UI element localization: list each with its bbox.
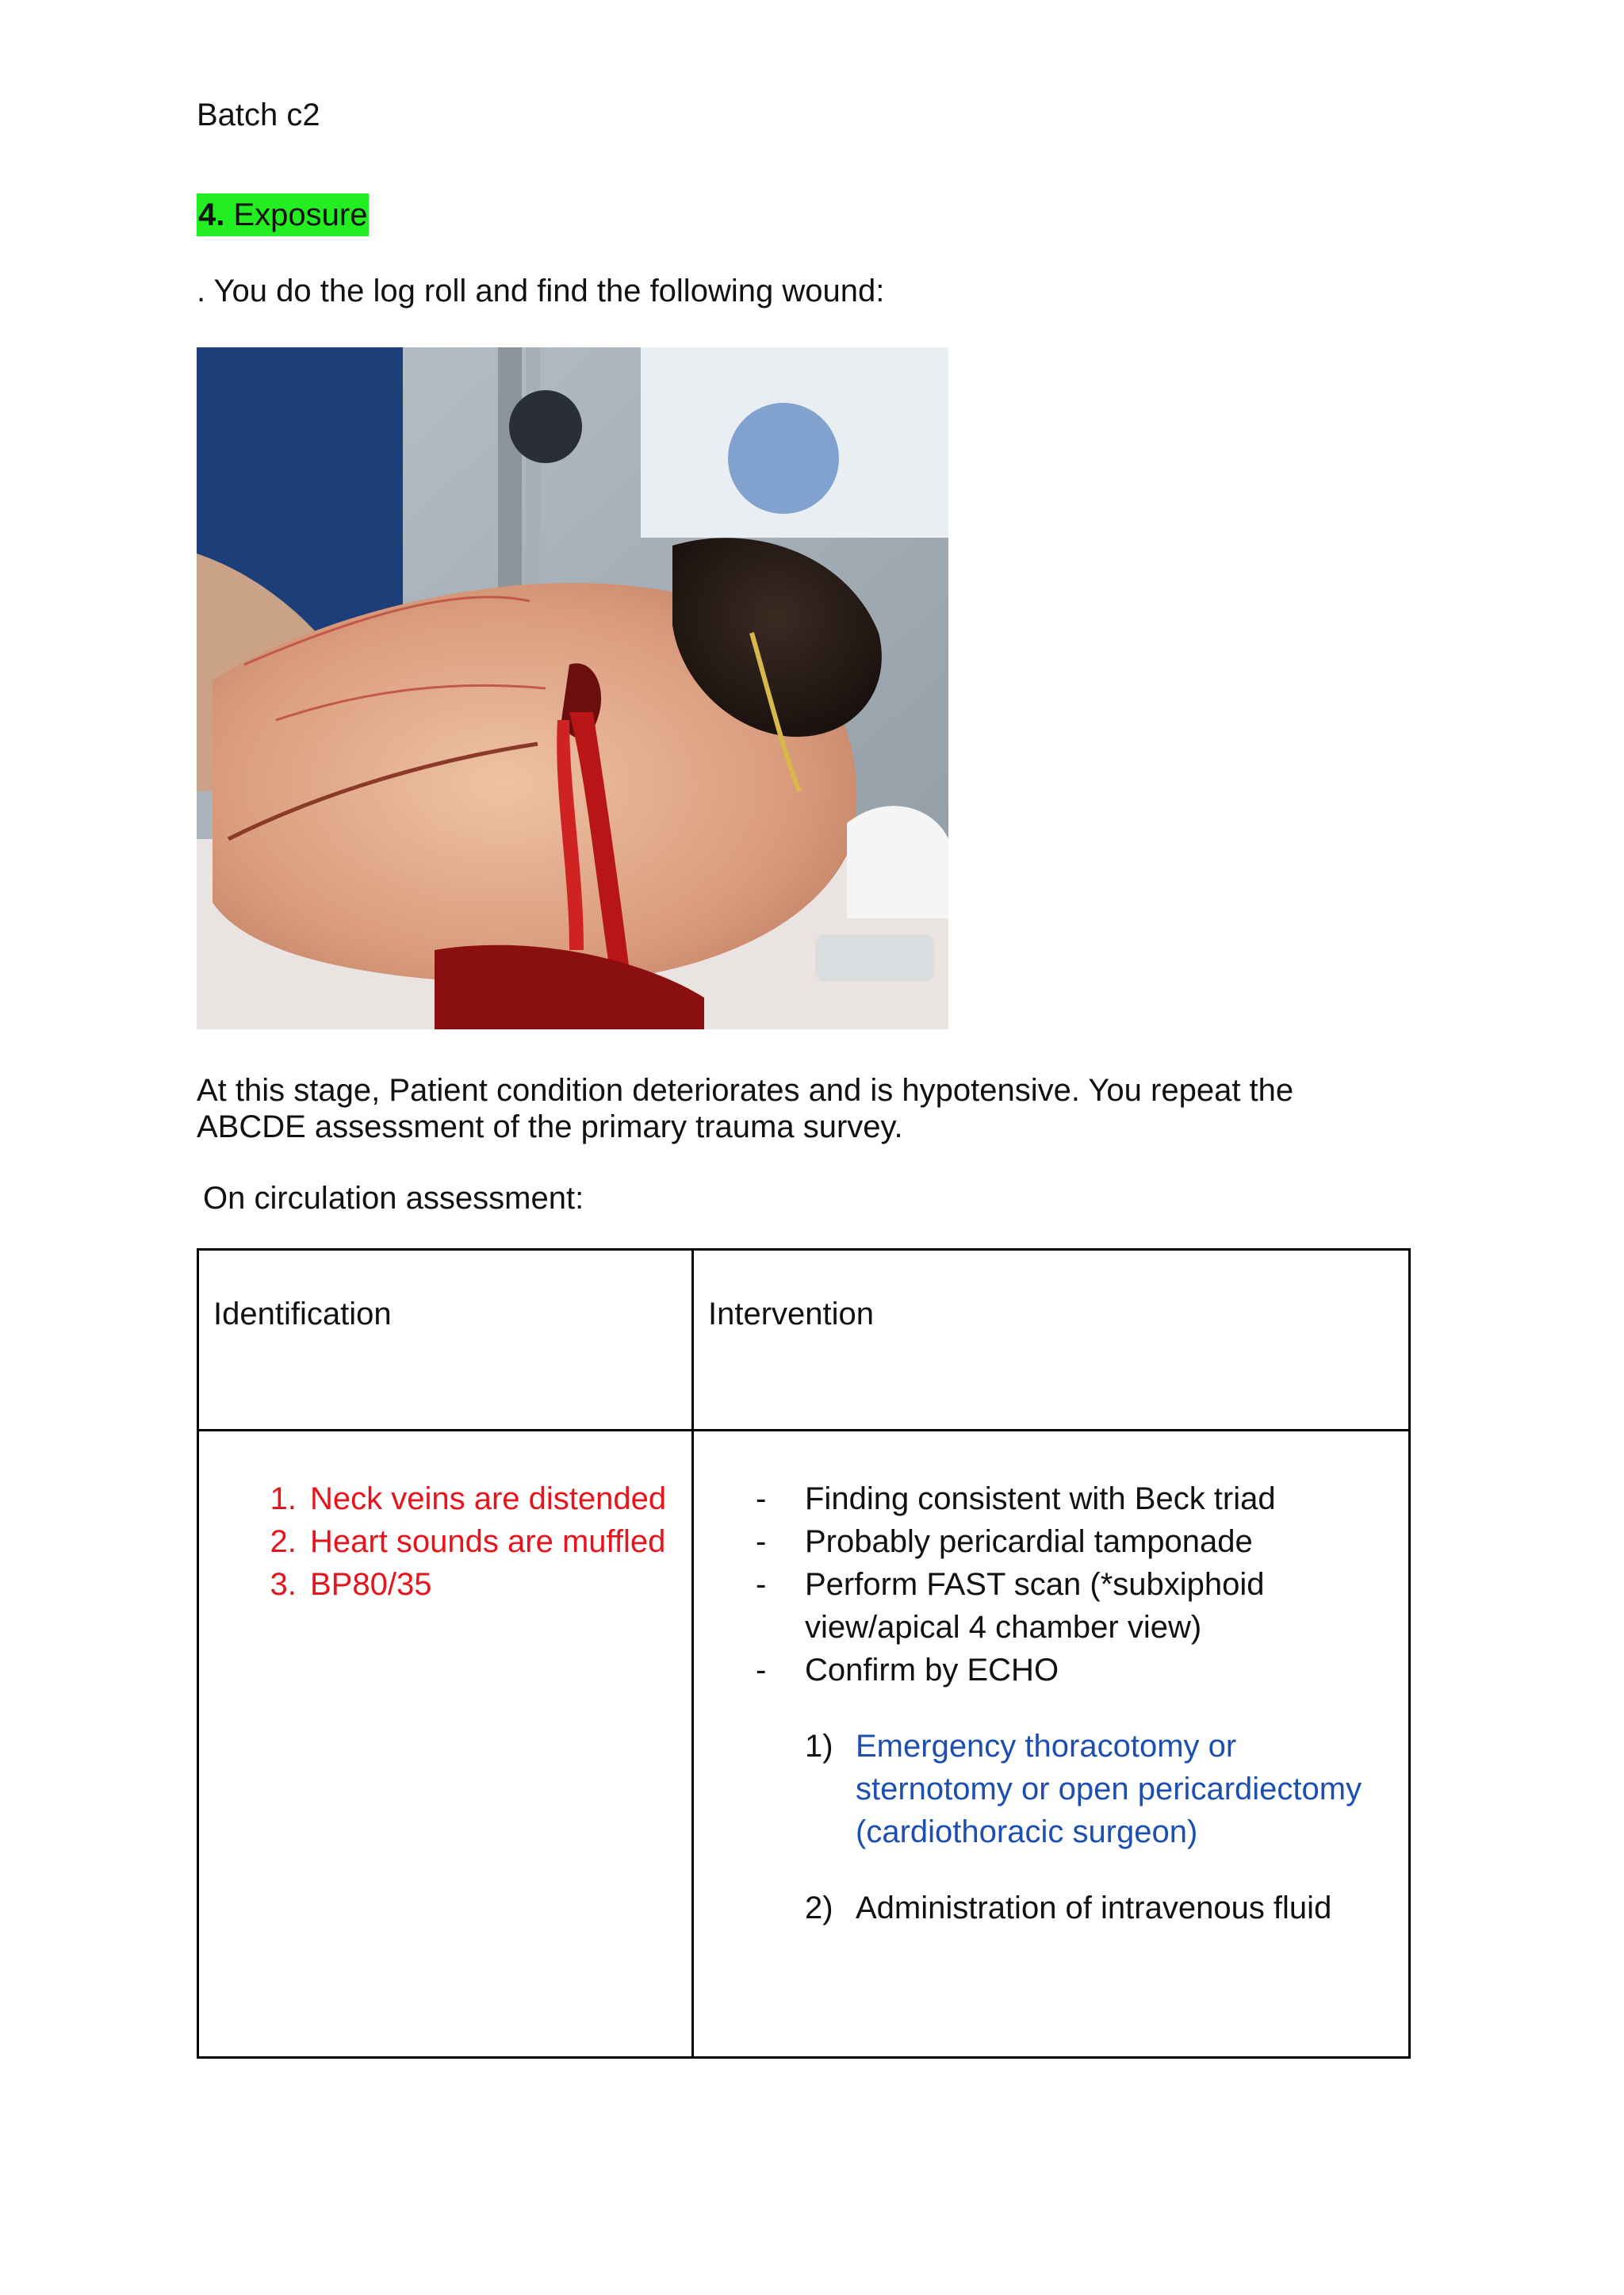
action-1-line-1: Emergency thoracotomy or [856,1729,1237,1764]
header-intervention: Intervention [693,1250,1410,1431]
assessment-table [197,1248,1411,2059]
action-item-1 [694,1725,1408,1853]
list-item: 1. Neck veins are distended [305,1477,691,1520]
identification-list [199,1477,691,1606]
batch-label: Batch c2 [197,98,320,132]
action-number: 2) [805,1891,833,1925]
list-item: - Probably pericardial tamponade [694,1520,1408,1563]
list-item: - Finding consistent with Beck triad [694,1477,1408,1520]
action-number: 1) [805,1729,833,1764]
paragraph-line-2: ABCDE assessment of the primary trauma survey. [197,1109,903,1144]
action-2-line-1: Administration of intravenous fluid [856,1891,1332,1925]
action-1-line-2: sternotomy or open pericardiectomy [856,1772,1362,1806]
list-item: 3. BP80/35 [305,1563,691,1606]
fast-line-1: Perform FAST scan (*subxiphoid [805,1567,1265,1602]
section-heading [197,193,369,236]
table-body-row [198,1431,1410,2058]
list-item [694,1563,1408,1649]
header-identification: Identification [198,1250,693,1431]
paragraph-line-1: At this stage, Patient condition deteriorates and is hypotensive. You repeat the [197,1073,1294,1108]
circulation-label: On circulation assessment: [203,1181,584,1216]
fast-line-2: view/apical 4 chamber view) [805,1610,1202,1645]
intro-text: . You do the log roll and find the following wound: [197,274,885,308]
table-header-row [198,1250,1410,1431]
intervention-cell [693,1431,1410,2058]
list-item: 2. Heart sounds are muffled [305,1520,691,1563]
action-item-2 [694,1887,1408,1929]
intervention-list [694,1477,1408,1692]
section-number: 4. [198,197,225,232]
identification-cell [198,1431,693,2058]
list-item: - Confirm by ECHO [694,1649,1408,1692]
wound-photo [197,347,948,1029]
action-1-line-3: (cardiothoracic surgeon) [856,1814,1198,1849]
section-title: Exposure [233,197,368,232]
